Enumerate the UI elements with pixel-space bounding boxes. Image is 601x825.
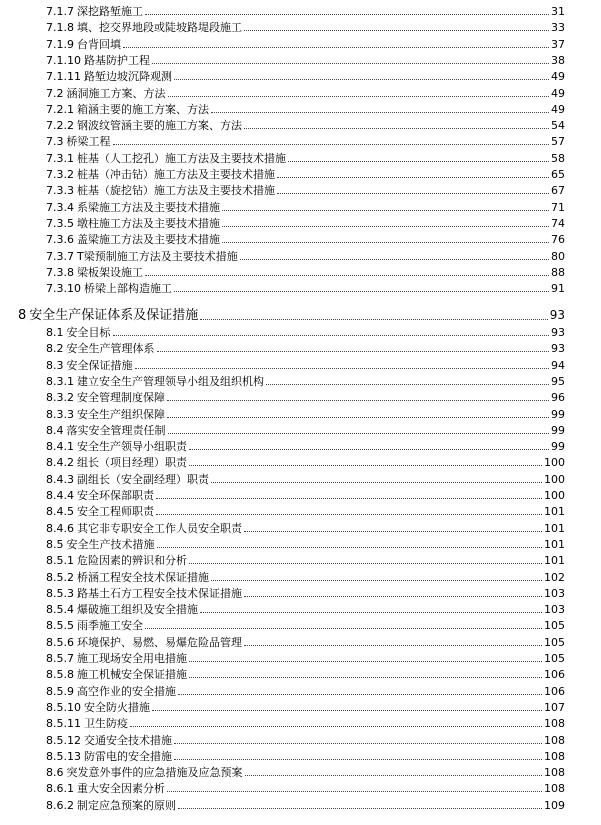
toc-entry[interactable]: [0, 323, 565, 339]
toc-entry-page: 108: [544, 782, 565, 796]
toc-entry-title: 路基土石方工程安全技术保证措施: [77, 586, 242, 600]
dot-leader: [211, 111, 549, 113]
toc-entry-page: 108: [544, 733, 565, 747]
dot-leader: [222, 209, 549, 211]
toc-entry-page: 38: [551, 53, 565, 67]
toc-entry-title: 安全目标: [66, 326, 111, 339]
dot-leader: [245, 774, 543, 776]
toc-entry-title: 桩基（冲击钻）施工方法及主要技术措施: [77, 168, 275, 181]
toc-entry[interactable]: [0, 698, 565, 714]
toc-entry-title: 危险因素的辨识和分析: [77, 554, 187, 568]
toc-entry-page: 93: [549, 308, 565, 322]
dot-leader: [167, 399, 549, 401]
dot-leader: [244, 127, 549, 129]
toc-entry[interactable]: [0, 437, 565, 453]
toc-entry[interactable]: [0, 372, 565, 388]
toc-entry-title: 安全生产技术措施: [66, 537, 155, 551]
toc-entry-title: 高空作业的安全措施: [77, 684, 176, 698]
toc-entry-number: 7.3.2: [46, 168, 74, 181]
toc-entry-number: 8.5.9: [46, 684, 74, 698]
toc-entry-title: 安全生产领导小组职责: [77, 440, 187, 454]
toc-entry-title: 施工机械安全保证措施: [77, 668, 187, 682]
toc-entry-title: 环境保护、易燃、易爆危险品管理: [77, 635, 242, 649]
toc-entry-number: 7.3.3: [46, 184, 74, 198]
toc-entry-number: 8.5.7: [46, 652, 74, 665]
toc-entry-number: 8.5: [46, 537, 64, 551]
toc-entry-title: T梁预制施工方法及主要技术措施: [77, 249, 238, 263]
toc-entry-number: 7.3: [46, 135, 64, 149]
toc-entry-number: 8.4.5: [46, 505, 74, 519]
toc-entry-title: 路堑边坡沉降观测: [84, 70, 172, 84]
dot-leader: [174, 758, 542, 760]
toc-entry-page: 106: [544, 668, 565, 682]
toc-entry-number: 8.3.2: [46, 391, 74, 405]
toc-entry[interactable]: [0, 665, 565, 681]
toc-entry-number: 8.5.4: [46, 603, 74, 617]
dot-leader: [145, 13, 549, 15]
toc-entry-page: 49: [551, 86, 565, 100]
toc-entry-title: 施工现场安全用电措施: [77, 652, 187, 665]
toc-entry-title: 落实安全管理责任制: [66, 423, 166, 437]
toc-entry-title: 涵洞施工方案、方法: [66, 86, 166, 100]
dot-leader: [189, 676, 542, 678]
toc-entry-number: 7.3.10: [46, 282, 81, 296]
toc-entry-number: 8.4.2: [46, 456, 74, 470]
dot-leader: [174, 290, 549, 292]
toc-entry-number: 8.3.1: [46, 374, 74, 388]
toc-entry[interactable]: [0, 149, 565, 165]
toc-entry-page: 103: [544, 603, 565, 617]
toc-entry-number: 7.2.1: [46, 102, 74, 116]
toc-entry-page: 93: [551, 326, 565, 339]
toc-entry-page: 108: [544, 766, 565, 780]
toc-entry-title: 桥梁工程: [66, 135, 111, 149]
dot-leader: [157, 350, 550, 352]
toc-entry[interactable]: [0, 600, 565, 616]
toc-entry[interactable]: [0, 633, 565, 649]
dot-leader: [130, 725, 542, 727]
toc-entry[interactable]: [0, 763, 565, 779]
dot-leader: [240, 258, 549, 260]
dot-leader: [211, 579, 542, 581]
toc-entry-page: 71: [551, 200, 565, 214]
toc-entry-number: 7.1.10: [46, 53, 81, 67]
dot-leader: [277, 176, 549, 178]
dot-leader: [244, 595, 542, 597]
toc-entry-title: 桩基（人工挖孔）施工方法及主要技术措施: [77, 151, 286, 165]
toc-entry-page: 100: [544, 456, 565, 470]
toc-entry-number: 7.3.7: [46, 249, 74, 263]
toc-entry-number: 7.3.1: [46, 151, 74, 165]
toc-entry-title: 系梁施工方法及主要技术措施: [77, 200, 220, 214]
toc-entry-page: 49: [551, 70, 565, 84]
toc-entry-page: 93: [551, 342, 565, 356]
toc-entry-number: 8.5.3: [46, 586, 74, 600]
toc-entry-number: 7.1.11: [46, 70, 81, 84]
toc-entry-page: 108: [544, 717, 565, 731]
toc-entry-page: 101: [544, 554, 565, 568]
toc-entry-page: 80: [551, 249, 565, 263]
dot-leader: [222, 241, 549, 243]
toc-entry-title: 交通安全技术措施: [84, 733, 172, 747]
toc-entry-number: 8.4: [46, 423, 64, 437]
toc-entry-title: 突发意外事件的应急措施及应急预案: [66, 766, 243, 780]
toc-entry-number: 8.3: [46, 358, 64, 372]
toc-entry-title: 路基防护工程: [84, 53, 150, 67]
toc-entry-title: 防雷电的安全措施: [84, 749, 172, 763]
dot-leader: [167, 416, 549, 418]
toc-entry[interactable]: [0, 279, 565, 295]
toc-entry[interactable]: [0, 214, 565, 230]
toc-entry-title: 台背回填: [77, 37, 121, 51]
toc-entry-page: 101: [544, 505, 565, 519]
toc-entry-title: 副组长（安全副经理）职责: [77, 472, 209, 486]
toc-entry[interactable]: [0, 584, 565, 600]
toc-entry-number: 8.4.1: [46, 440, 74, 454]
toc-entry-title: 安全管理制度保障: [77, 391, 165, 405]
toc-entry[interactable]: [0, 84, 565, 100]
toc-entry[interactable]: [0, 796, 565, 812]
dot-leader: [168, 95, 550, 97]
toc-entry-title: 桩基（旋挖钻）施工方法及主要技术措施: [77, 184, 275, 198]
toc-entry-title: 安全环保部职责: [77, 489, 154, 502]
toc-entry-number: 7.3.8: [46, 265, 74, 279]
dot-leader: [152, 62, 549, 64]
toc-entry-page: 103: [544, 586, 565, 600]
toc-entry-number: 8.3.3: [46, 407, 74, 421]
toc-entry-page: 67: [551, 184, 565, 198]
toc-entry-number: 8.4.4: [46, 489, 74, 502]
toc-entry-page: 100: [544, 489, 565, 502]
toc-entry-number: 8.5.13: [46, 749, 81, 763]
toc-entry-title: 桥梁上部构造施工: [84, 282, 172, 296]
toc-entry[interactable]: [0, 470, 565, 486]
toc-entry[interactable]: [0, 568, 565, 584]
dot-leader: [156, 513, 542, 515]
dot-leader: [135, 367, 550, 369]
toc-entry-title: 重大安全因素分析: [77, 782, 165, 796]
toc-entry-page: 74: [551, 216, 565, 230]
toc-entry-page: 33: [551, 21, 565, 35]
toc-entry-title: 安全生产组织保障: [77, 407, 165, 421]
dot-leader: [189, 660, 542, 662]
toc-entry-title: 爆破施工组织及安全措施: [77, 603, 198, 617]
dot-leader: [200, 318, 547, 320]
toc-entry-title: 墩柱施工方法及主要技术措施: [77, 216, 220, 230]
dot-leader: [145, 274, 549, 276]
dot-leader: [266, 383, 549, 385]
toc-entry-title: 雨季施工安全: [77, 619, 143, 633]
toc-entry[interactable]: [0, 731, 565, 747]
toc-entry[interactable]: [0, 100, 565, 116]
toc-entry[interactable]: [0, 2, 565, 18]
toc-entry-title: 桥涵工程安全技术保证措施: [77, 570, 209, 584]
toc-entry-page: 88: [551, 265, 565, 279]
toc-entry[interactable]: [0, 649, 565, 665]
toc-entry-number: 8.5.6: [46, 635, 74, 649]
toc-entry[interactable]: [0, 747, 565, 763]
toc-entry-page: 37: [551, 37, 565, 51]
dot-leader: [189, 464, 542, 466]
toc-entry-number: 8: [18, 308, 27, 323]
toc-entry-page: 95: [551, 374, 565, 388]
dot-leader: [123, 46, 549, 48]
toc-entry-number: 8.5.10: [46, 700, 81, 714]
toc-entry[interactable]: [0, 535, 565, 551]
toc-entry-page: 102: [544, 570, 565, 584]
toc-entry-number: 8.5.5: [46, 619, 74, 633]
toc-entry-title: 卫生防疫: [84, 717, 128, 731]
toc-entry-number: 7.1.9: [46, 37, 74, 51]
dot-leader: [168, 432, 550, 434]
toc-entry-title: 梁板架设施工: [77, 265, 143, 279]
toc-entry-page: 96: [551, 391, 565, 405]
toc-entry-number: 7.3.5: [46, 216, 74, 230]
toc-entry-page: 101: [544, 521, 565, 535]
toc-entry-number: 8.5.2: [46, 570, 74, 584]
toc-entry-page: 54: [551, 119, 565, 133]
toc-entry-title: 钢波纹管涵主要的施工方案、方法: [77, 119, 242, 133]
dot-leader: [178, 693, 542, 695]
toc-entry-number: 7.1.8: [46, 21, 74, 35]
toc-entry[interactable]: [0, 18, 565, 34]
toc-entry-number: 8.4.6: [46, 521, 74, 535]
toc-entry[interactable]: [0, 116, 565, 132]
toc-entry-number: 8.4.3: [46, 472, 74, 486]
toc-entry[interactable]: [0, 230, 565, 246]
toc-entry[interactable]: [0, 303, 565, 323]
toc-entry-page: 105: [544, 652, 565, 665]
dot-leader: [189, 562, 542, 564]
toc-entry-title: 建立安全生产管理领导小组及组织机构: [77, 374, 264, 388]
toc-entry-title: 盖梁施工方法及主要技术措施: [77, 233, 220, 247]
toc-entry[interactable]: [0, 519, 565, 535]
toc-entry[interactable]: [0, 453, 565, 469]
dot-leader: [113, 334, 550, 336]
toc-entry-number: 8.5.8: [46, 668, 74, 682]
toc-entry-title: 安全生产管理体系: [66, 342, 155, 356]
toc-entry-page: 49: [551, 102, 565, 116]
toc-entry[interactable]: [0, 779, 565, 795]
toc-entry-title: 箱涵主要的施工方案、方法: [77, 102, 209, 116]
dot-leader: [145, 627, 542, 629]
toc-entry-page: 76: [551, 233, 565, 247]
toc-entry-number: 7.2.2: [46, 119, 74, 133]
dot-leader: [189, 448, 549, 450]
toc-entry-title: 深挖路堑施工: [77, 5, 143, 18]
toc-entry-number: 8.6: [46, 766, 64, 780]
toc-entry-page: 99: [551, 407, 565, 421]
toc-entry-page: 105: [544, 635, 565, 649]
toc-entry-page: 105: [544, 619, 565, 633]
toc-entry-page: 65: [551, 168, 565, 181]
toc-entry[interactable]: [0, 339, 565, 355]
dot-leader: [152, 709, 542, 711]
dot-leader: [288, 160, 549, 162]
dot-leader: [156, 497, 542, 499]
toc-entry-page: 99: [551, 440, 565, 454]
dot-leader: [178, 807, 542, 809]
toc-entry-title: 填、挖交界地段或陡坡路堤段施工: [77, 21, 242, 35]
toc-entry-title: 安全保证措施: [66, 358, 133, 372]
toc-entry-title: 安全工程师职责: [77, 505, 154, 519]
toc-entry-number: 8.2: [46, 342, 64, 356]
toc-entry[interactable]: [0, 421, 565, 437]
toc-entry-page: 31: [551, 5, 565, 18]
toc-entry-number: 8.5.1: [46, 554, 74, 568]
toc-entry[interactable]: [0, 486, 565, 502]
dot-leader: [244, 530, 542, 532]
toc-entry-page: 99: [551, 423, 565, 437]
toc-entry-number: 7.1.7: [46, 5, 74, 18]
toc-entry[interactable]: [0, 198, 565, 214]
dot-leader: [174, 78, 549, 80]
toc-entry-number: 8.6.1: [46, 782, 74, 796]
toc-entry-page: 94: [551, 358, 565, 372]
toc-entry-title: 其它非专职安全工作人员安全职责: [77, 521, 242, 535]
toc-entry[interactable]: [0, 165, 565, 181]
toc-entry-number: 8.5.11: [46, 717, 81, 731]
toc-entry-page: 109: [544, 798, 565, 812]
dot-leader: [200, 611, 542, 613]
toc-entry-number: 8.5.12: [46, 733, 81, 747]
dot-leader: [211, 481, 542, 483]
toc-entry-page: 57: [551, 135, 565, 149]
toc-entry[interactable]: [0, 551, 565, 567]
toc-entry[interactable]: [0, 132, 565, 148]
toc-entry[interactable]: [0, 616, 565, 632]
dot-leader: [157, 546, 543, 548]
toc-entry-page: 107: [544, 700, 565, 714]
toc-entry-page: 101: [544, 537, 565, 551]
toc-entry-page: 100: [544, 472, 565, 486]
toc-entry[interactable]: [0, 714, 565, 730]
toc-entry[interactable]: [0, 263, 565, 279]
toc-entry-title: 制定应急预案的原则: [77, 798, 176, 812]
toc-entry[interactable]: [0, 67, 565, 83]
toc-entry-number: 7.2: [46, 86, 64, 100]
toc-entry[interactable]: [0, 388, 565, 404]
toc-entry[interactable]: [0, 35, 565, 51]
toc-entry[interactable]: [0, 405, 565, 421]
dot-leader: [113, 143, 550, 145]
toc-entry-number: 8.1: [46, 326, 64, 339]
toc-entry-number: 7.3.4: [46, 200, 74, 214]
dot-leader: [222, 225, 549, 227]
dot-leader: [174, 742, 542, 744]
toc-entry[interactable]: [0, 356, 565, 372]
toc-entry-page: 91: [551, 282, 565, 296]
dot-leader: [244, 644, 542, 646]
toc-entry[interactable]: [0, 51, 565, 67]
toc-entry-page: 58: [551, 151, 565, 165]
dot-leader: [244, 29, 549, 31]
toc-entry-number: 7.3.6: [46, 233, 74, 247]
toc-entry-title: 组长（项目经理）职责: [77, 456, 187, 470]
toc-entry[interactable]: [0, 502, 565, 518]
toc-entry[interactable]: [0, 247, 565, 263]
toc-entry-title: 安全生产保证体系及保证措施: [29, 308, 199, 323]
toc-entry-page: 108: [544, 749, 565, 763]
toc-entry-title: 安全防火措施: [84, 700, 150, 714]
dot-leader: [277, 192, 549, 194]
toc-entry[interactable]: [0, 682, 565, 698]
toc-entry-page: 106: [544, 684, 565, 698]
toc-entry[interactable]: [0, 181, 565, 197]
toc-entry-number: 8.6.2: [46, 798, 74, 812]
dot-leader: [167, 790, 542, 792]
